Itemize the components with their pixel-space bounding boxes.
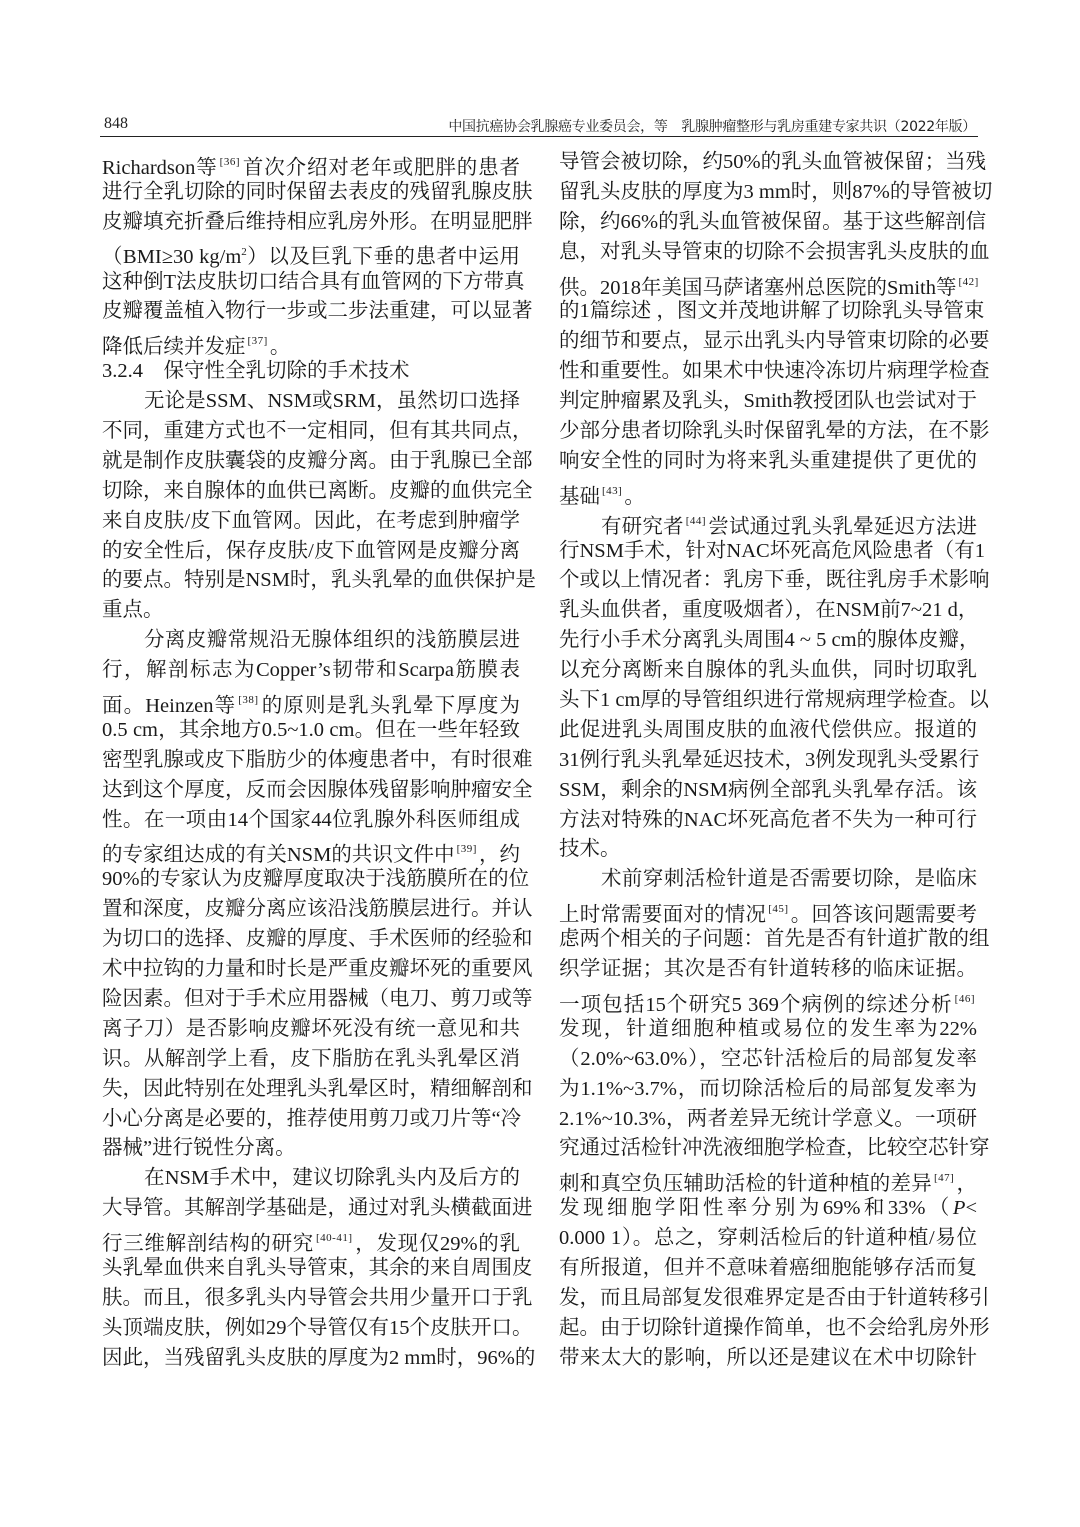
text-line: 方法对特殊的NAC坏死高危者不失为一种可行 [559, 808, 977, 831]
text-line: 性。在一项由14个国家44位乳腺外科医师组成 [102, 808, 520, 831]
text-line: 31例行乳头乳晕延迟技术，3例发现乳头受累行 [559, 748, 980, 771]
text-line [102, 327, 520, 357]
citation: [42] [958, 275, 979, 288]
text-span: 尝试通过乳头乳晕延迟方法进 [708, 515, 978, 538]
paragraph-flap-separation [102, 387, 536, 626]
text-line: 就是制作皮肤囊袋的皮瓣分离。由于乳腺已全部 [102, 449, 533, 472]
text-line: 不同，重建方式也不一定相同，但有其共同点， [102, 420, 533, 443]
text-line [102, 686, 520, 716]
text-span: 的原则是乳头乳晕下厚度为 [260, 695, 520, 718]
text-line: 究通过活检针冲洗液细胞学检查，比较空芯针穿 [559, 1137, 990, 1160]
text-span: < [965, 1197, 977, 1220]
text-span: 。 [624, 485, 645, 508]
page-number: 848 [104, 115, 128, 132]
text-line: 带来太大的影响，所以还是建议在术中切除针 [559, 1346, 977, 1369]
text-line: 少部分患者切除乳头时保留乳晕的方法，在不影 [559, 420, 990, 443]
text-line: 除，约66%的乳头血管被保留。基于这些解剖信 [559, 210, 987, 233]
text-line: 无论是SSM、NSM或SRM，虽然切口选择 [144, 390, 520, 413]
text-line: 个或以上情况者：乳房下垂，既往乳房手术影响 [559, 569, 990, 592]
text-span: 的专家组达成的有关NSM的共识文件中 [102, 844, 455, 867]
text-span: ， [956, 1173, 978, 1196]
text-span: 降低后续并发症 [102, 336, 246, 359]
text-span: 有研究者 [601, 515, 684, 538]
text-line: 为1.1%~3.7%，而切除活检后的局部复发率为 [559, 1077, 977, 1100]
text-line: 重点。 [102, 599, 164, 622]
text-line: 有所报道，但并不意味着癌细胞能够存活而复 [559, 1256, 977, 1279]
text-line: 0.000 1）。总之，穿刺活检后的针道种植/易位 [559, 1227, 977, 1250]
text-line [102, 238, 520, 268]
left-column [102, 148, 536, 1374]
citation: [36] [219, 156, 240, 168]
text-line: 技术。 [559, 838, 621, 861]
citation: [46] [954, 992, 975, 1005]
text-span: 。 [269, 336, 291, 359]
text-line [102, 1224, 520, 1254]
text-line: 离子刀）是否影响皮瓣坏死没有统一意见和共 [102, 1017, 520, 1040]
text-line: 大导管。其解剖学基础是，通过对乳头横截面进 [102, 1197, 533, 1220]
text-line: 皮瓣填充折叠后维持相应乳房外形。在明显肥胖 [102, 210, 533, 233]
text-span: 。回答该问题需要考 [790, 904, 978, 927]
text-line [102, 148, 520, 178]
text-line [559, 1194, 977, 1224]
section-heading: 3.2.4 保守性全乳切除的手术技术 [102, 360, 410, 383]
text-line: 以充分离断来自腺体的乳头血供，同时切取乳 [559, 659, 977, 682]
paragraph-nac-delay [559, 507, 990, 866]
text-line: 0.5 cm，其余地方0.5~1.0 cm。但在一些年轻致 [102, 718, 520, 741]
text-line: 先行小手术分离乳头周围4 ~ 5 cm的腺体皮瓣， [559, 629, 980, 652]
text-span: Richardson等 [102, 157, 218, 179]
text-line: 分离皮瓣常规沿无腺体组织的浅筋膜层进 [144, 629, 520, 652]
paragraph-fascia [102, 626, 533, 1164]
citation: [39] [456, 843, 477, 856]
text-line [559, 268, 977, 298]
text-line: 险因素。但对于手术应用器械（电刀、剪刀或等 [102, 987, 533, 1010]
text-line: 性和重要性。如果术中快速冷冻切片病理学检查 [559, 360, 990, 383]
right-column [559, 148, 993, 1374]
text-line: 失，因此特别在处理乳头乳晕区时，精细解剖和 [102, 1077, 533, 1100]
text-span: 供。2018年美国马萨诸塞州总医院的Smith等 [559, 276, 957, 299]
text-line: 达到这个厚度，反而会因腺体残留影响肿瘤安全 [102, 778, 533, 801]
text-span: 行三维解剖结构的研究 [102, 1233, 315, 1256]
citation: [40-41] [316, 1232, 353, 1245]
text-line: 进行全乳切除的同时保留去表皮的残留乳腺皮肤 [102, 180, 533, 203]
text-span: （BMI≥30 kg/m [102, 245, 242, 268]
text-span: 刺和真空负压辅助活检的针道种植的差异 [559, 1173, 932, 1196]
text-line: 发现，针道细胞种植或易位的发生率为22% [559, 1017, 977, 1040]
text-line [559, 985, 977, 1015]
text-line: 肤。而且，很多乳头内导管会共用少量开口于乳 [102, 1286, 533, 1309]
citation: [38] [238, 694, 259, 707]
superscript: 2 [241, 245, 247, 258]
text-line: 皮瓣覆盖植入物行一步或二步法重建，可以显著 [102, 300, 533, 323]
running-head: 中国抗癌协会乳腺癌专业委员会，等 乳腺肿瘤整形与乳房重建专家共识（2022年版） [448, 119, 976, 135]
text-line: 乳头血供者，重度吸烟者），在NSM前7~21 d， [559, 599, 979, 622]
citation: [45] [768, 903, 789, 916]
text-span: ，发现仅29%的乳 [354, 1233, 521, 1256]
text-line: 小心分离是必要的，推荐使用剪刀或刀片等“冷 [102, 1107, 522, 1130]
text-span: ，约 [478, 844, 521, 867]
text-line: SSM，剩余的NSM病例全部乳头乳晕存活。该 [559, 778, 977, 801]
text-line: 因此，当残留乳头皮肤的厚度为2 mm时，96%的 [102, 1346, 536, 1369]
text-line: 这种倒T法皮肤切口结合具有血管网的下方带真 [102, 270, 525, 293]
text-line: 判定肿瘤累及乳头，Smith教授团队也尝试对于 [559, 390, 977, 413]
text-line [559, 507, 977, 537]
text-line: 响安全性的同时为将来乳头重建提供了更优的 [559, 449, 977, 472]
text-line: （2.0%~63.0%），空芯针活检后的局部复发率 [559, 1047, 977, 1070]
text-line: 在NSM手术中，建议切除乳头内及后方的 [144, 1167, 520, 1190]
text-line: 识。从解剖学上看，皮下脂肪在乳头乳晕区消 [102, 1047, 520, 1070]
text-line: 来自皮肤/皮下血管网。因此，在考虑到肿瘤学 [102, 509, 520, 532]
text-line: 的安全性后，保存皮肤/皮下血管网是皮瓣分离 [102, 539, 520, 562]
citation: [37] [247, 335, 268, 348]
text-line: 行NSM手术，针对NAC坏死高危风险患者（有1 [559, 539, 985, 562]
text-line: 2.1%~10.3%，两者差异无统计学意义。一项研 [559, 1107, 977, 1130]
text-span: 基础 [559, 485, 600, 508]
text-span: 一项包括15个研究5 369个病例的综述分析 [559, 993, 953, 1016]
citation: [44] [685, 514, 707, 527]
text-line: 息，对乳头导管束的切除不会损害乳头皮肤的血 [559, 240, 990, 263]
text-line: 此促进乳头周围皮肤的血液代偿供应。报道的 [559, 718, 977, 741]
text-line [559, 477, 977, 507]
text-line: 器械”进行锐性分离。 [102, 1137, 296, 1160]
text-span: 上时常需要面对的情况 [559, 904, 767, 927]
text-line: 置和深度，皮瓣分离应该沿浅筋膜层进行。并认 [102, 898, 533, 921]
text-span: 发现细胞学阳性率分别为69%和33%（ [559, 1197, 953, 1220]
text-line: 头下1 cm厚的导管组织进行常规病理学检查。以 [559, 689, 989, 712]
text-line: 的要点。特别是NSM时，乳头乳晕的血供保护是 [102, 569, 536, 592]
text-span: 面。Heinzen等 [102, 695, 237, 718]
page-header [100, 114, 978, 137]
text-line: 密型乳腺或皮下脂肪少的体瘦患者中，有时很难 [102, 748, 533, 771]
paragraph-ducts-continued [559, 148, 993, 508]
text-line: 头乳晕血供来自乳头导管束，其余的来自周围皮 [102, 1256, 533, 1279]
text-line: 虑两个相关的子问题：首先是否有针道扩散的组 [559, 928, 990, 951]
text-line [102, 835, 520, 865]
text-line: 90%的专家认为皮瓣厚度取决于浅筋膜所在的位 [102, 868, 530, 891]
text-line: 行，解剖标志为Copper’s韧带和Scarpa筋膜表 [102, 659, 520, 682]
text-line: 的1篇综述 ，图文并茂地讲解了切除乳头导管束 [559, 300, 985, 323]
text-line: 为切口的选择、皮瓣的厚度、手术医师的经验和 [102, 928, 533, 951]
text-span: 首次介绍对老年或肥胖的患者 [241, 157, 521, 179]
paragraph-biopsy-tract [559, 865, 990, 1373]
paragraph-richardson [102, 148, 533, 359]
text-line: 起。由于切除针道操作简单，也不会给乳房外形 [559, 1316, 990, 1339]
text-line [559, 1164, 977, 1194]
text-line: 术中拉钩的力量和时长是严重皮瓣坏死的重要风 [102, 958, 533, 981]
text-line: 织学证据；其次是否有针道转移的临床证据。 [559, 958, 977, 981]
paragraph-nsm-ducts [102, 1164, 536, 1373]
text-line: 发，而且局部复发很难界定是否由于针道转移引 [559, 1286, 990, 1309]
text-line: 的细节和要点，显示出乳头内导管束切除的必要 [559, 330, 990, 353]
text-line: 留乳头皮肤的厚度为3 mm时，则87%的导管被切 [559, 180, 993, 203]
text-line: 头顶端皮肤，例如29个导管仅有15个皮肤开口。 [102, 1316, 533, 1339]
p-value-symbol: P [952, 1197, 966, 1220]
text-line: 导管会被切除，约50%的乳头血管被保留；当残 [559, 151, 987, 173]
citation: [47] [933, 1172, 955, 1185]
citation: [43] [602, 484, 623, 497]
text-line: 切除，来自腺体的血供已离断。皮瓣的血供完全 [102, 479, 533, 502]
text-line [559, 895, 977, 925]
text-span: ）以及巨乳下垂的患者中运用 [246, 245, 520, 268]
text-line: 术前穿刺活检针道是否需要切除，是临床 [601, 868, 977, 891]
